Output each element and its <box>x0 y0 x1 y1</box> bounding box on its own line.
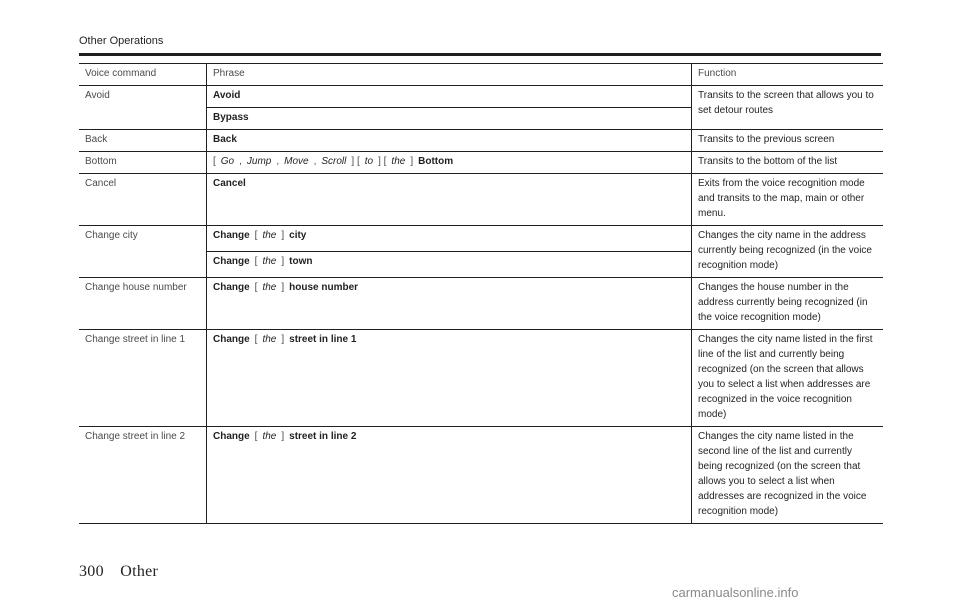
phrase-token: town <box>289 256 313 267</box>
voice-command-cell: Change house number <box>79 278 207 330</box>
phrase-token: Bypass <box>213 112 249 123</box>
phrase-token: ] <box>281 282 285 293</box>
phrase-cell <box>207 252 692 278</box>
phrase-token: , <box>276 156 280 167</box>
phrase-token: street in line 2 <box>289 431 357 442</box>
phrase-token: the <box>262 334 277 345</box>
column-header-voice-command: Voice command <box>79 64 207 86</box>
voice-command-table <box>79 63 883 524</box>
phrase-token: [ <box>213 156 216 167</box>
phrase-token: house number <box>289 282 359 293</box>
phrase-token: ] <box>281 256 285 267</box>
function-cell: Transits to the previous screen <box>692 130 884 152</box>
table-row <box>79 330 883 427</box>
table-body <box>79 86 883 524</box>
phrase-token: Change <box>213 230 250 241</box>
phrase-token: ] <box>281 230 285 241</box>
voice-command-cell: Change street in line 1 <box>79 330 207 427</box>
watermark: carmanualsonline.info <box>672 585 799 600</box>
phrase-token: Scroll <box>321 156 347 167</box>
table-row <box>79 130 883 152</box>
phrase-cell <box>207 152 692 174</box>
phrase-token: [ <box>254 282 258 293</box>
phrase-token: the <box>262 256 277 267</box>
phrase-cell <box>207 108 692 130</box>
phrase-token: Go <box>220 156 235 167</box>
phrase-token: ] [ <box>351 156 360 167</box>
voice-command-cell: Cancel <box>79 174 207 226</box>
phrase-token: ] <box>281 334 285 345</box>
table-row <box>79 226 883 252</box>
phrase-cell <box>207 174 692 226</box>
header-rule <box>79 53 881 56</box>
phrase-cell <box>207 130 692 152</box>
phrase-cell <box>207 226 692 252</box>
phrase-token: Cancel <box>213 178 246 189</box>
table-row <box>79 427 883 524</box>
page-number: 300 <box>79 563 104 580</box>
phrase-token: Bottom <box>418 156 454 167</box>
phrase-token: [ <box>254 256 258 267</box>
phrase-token: Jump <box>246 156 272 167</box>
phrase-token: the <box>391 156 406 167</box>
phrase-token: city <box>289 230 307 241</box>
phrase-token: Avoid <box>213 90 241 101</box>
function-cell: Changes the house number in the address currently being recognized (in the voice recognition mode) <box>692 278 884 330</box>
phrase-token: Back <box>213 134 237 145</box>
phrase-token: to <box>364 156 374 167</box>
phrase-token: [ <box>254 334 258 345</box>
function-cell: Changes the city name listed in the first line of the list and currently being recognized (on the screen that allows you to select a list when addresses are recognized in the voice recognition mode) <box>692 330 884 427</box>
voice-command-cell: Bottom <box>79 152 207 174</box>
phrase-cell <box>207 427 692 524</box>
phrase-token: ] <box>281 431 285 442</box>
function-cell: Transits to the bottom of the list <box>692 152 884 174</box>
function-cell: Exits from the voice recognition mode and transits to the map, main or other menu. <box>692 174 884 226</box>
phrase-token: street in line 1 <box>289 334 357 345</box>
phrase-token: Change <box>213 282 250 293</box>
phrase-token: ] [ <box>378 156 387 167</box>
phrase-cell <box>207 278 692 330</box>
function-cell: Changes the city name listed in the second line of the list and currently being recognized (on the screen that allows you to select a list when addresses are recognized in the voice recognition mode) <box>692 427 884 524</box>
phrase-token: Change <box>213 431 250 442</box>
column-header-phrase: Phrase <box>207 64 692 86</box>
phrase-token: Change <box>213 256 250 267</box>
phrase-token: , <box>239 156 242 167</box>
footer-section: Other <box>120 563 159 580</box>
function-cell: Transits to the screen that allows you to set detour routes <box>692 86 884 130</box>
phrase-token: [ <box>254 230 258 241</box>
voice-command-cell: Change street in line 2 <box>79 427 207 524</box>
phrase-cell <box>207 330 692 427</box>
table-row <box>79 174 883 226</box>
phrase-token: the <box>262 230 277 241</box>
function-cell: Changes the city name in the address currently being recognized (in the voice recognition mode) <box>692 226 884 278</box>
phrase-cell <box>207 86 692 108</box>
section-header: Other Operations <box>79 35 164 47</box>
phrase-token: ] <box>410 156 414 167</box>
phrase-token: the <box>262 431 277 442</box>
table-header-row <box>79 64 883 86</box>
column-header-function: Function <box>692 64 884 86</box>
page-footer <box>79 563 158 581</box>
voice-command-cell: Back <box>79 130 207 152</box>
phrase-token: Move <box>284 156 309 167</box>
phrase-token: Change <box>213 334 250 345</box>
phrase-token: the <box>262 282 277 293</box>
table-row <box>79 278 883 330</box>
phrase-token: , <box>313 156 317 167</box>
table-row <box>79 86 883 108</box>
table-row <box>79 152 883 174</box>
voice-command-cell: Avoid <box>79 86 207 130</box>
phrase-token: [ <box>254 431 258 442</box>
voice-command-cell: Change city <box>79 226 207 278</box>
